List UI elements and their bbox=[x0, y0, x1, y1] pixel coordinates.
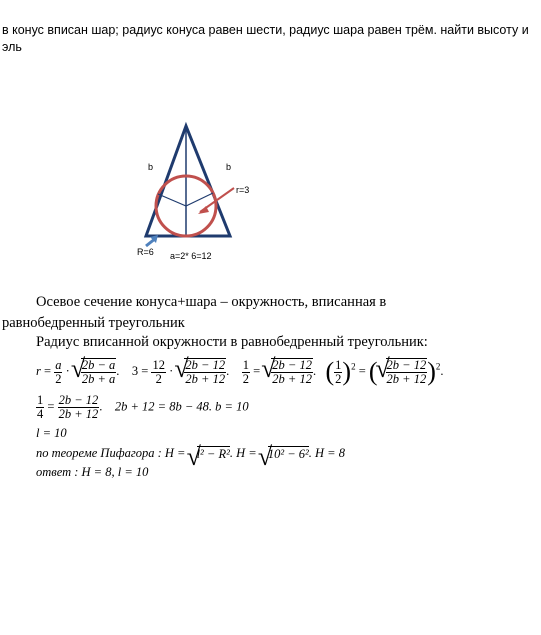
numerator: √ 2b − a bbox=[81, 358, 116, 372]
numerator: a bbox=[55, 357, 62, 372]
label-r: r=3 bbox=[236, 185, 250, 195]
denominator: 2b + a bbox=[81, 372, 116, 386]
sqrt-radical: √ l² − R² bbox=[189, 446, 230, 462]
answer-line: ответ : H = 8, l = 10 bbox=[36, 465, 149, 479]
numerator: √ 2b − 12 bbox=[272, 358, 312, 372]
label-R: R=6 bbox=[137, 247, 154, 257]
sqrt-radical: √ 10² − 6² bbox=[260, 446, 309, 462]
sqrt-radical bbox=[73, 358, 116, 386]
equals-sign: = bbox=[358, 363, 366, 378]
denominator: 2b + 12 bbox=[386, 372, 427, 386]
sqrt-radical bbox=[176, 358, 226, 386]
denominator: 2 bbox=[335, 371, 342, 386]
numerator: 12 bbox=[152, 357, 165, 372]
fraction-2b-12 bbox=[58, 394, 100, 421]
numerator: √ 2b − 12 bbox=[185, 358, 226, 372]
paragraph-isosceles: равнобедренный треугольник bbox=[2, 315, 185, 331]
radius-line-right bbox=[186, 193, 213, 206]
equals-sign: = bbox=[253, 363, 261, 378]
sqrt-radical bbox=[263, 358, 313, 386]
fraction-12-over-2 bbox=[151, 359, 166, 386]
denominator: 2 bbox=[55, 371, 62, 386]
fraction-1-over-2 bbox=[242, 359, 250, 386]
label-b-left: b bbox=[148, 162, 154, 172]
fraction-a-over-2 bbox=[54, 359, 62, 386]
question-text: в конус вписан шар; радиус конуса равен шести, радиус шара равен трём. найти высоту и эль bbox=[2, 23, 529, 54]
pythagoras-middle: . H = bbox=[229, 446, 260, 460]
denominator: 4 bbox=[37, 407, 44, 421]
denominator: 2 bbox=[242, 371, 249, 386]
paragraph-axial-section: Осевое сечение конуса+шара – окружность, вписанная в bbox=[36, 294, 387, 310]
label-b-right: b bbox=[226, 162, 232, 172]
formula-line-4 bbox=[36, 446, 345, 462]
equals-sign: = bbox=[44, 363, 52, 378]
numerator: √ 2b − 12 bbox=[386, 358, 427, 372]
radius-line-left bbox=[158, 194, 186, 206]
denominator: 2b + 12 bbox=[185, 372, 226, 386]
numerator: 1 bbox=[335, 357, 342, 372]
value-three: 3 bbox=[131, 363, 139, 378]
exponent: 2 bbox=[351, 361, 356, 372]
var-r: r bbox=[36, 363, 41, 378]
equals-sign: = bbox=[47, 399, 55, 414]
exponent: 2 bbox=[435, 361, 441, 372]
formula-line-2-rest: 2b + 12 = 8b − 48. b = 10 bbox=[114, 399, 249, 414]
numerator: 1 bbox=[242, 357, 249, 372]
formula-line-1: r = $\frac{a}{2}$ · √ $\frac{2b - a}{2b + a}$ . 3 = $\frac{12}{2}$ · √ $\frac{2b - 12}{2b + 12}$ . $\frac{1}{2}$ = √ $\frac{2b - 12}{2b + 12}$ . ( $\frac{1}{2}$ )$^2$ = ( √ $\frac{2b - 12}{2b + 12}$ )$^2$. bbox=[36, 357, 444, 387]
pythagoras-result: . H = 8 bbox=[308, 446, 345, 460]
pythagoras-prefix: по теореме Пифагора : H = bbox=[36, 446, 189, 460]
formula-line-2: $\frac{1}{4}$ = $\frac{2b - 12}{2b + 12}$ . 2b + 12 = 8b − 48. b = 10 bbox=[37, 393, 249, 421]
equals-sign: = bbox=[141, 363, 149, 378]
denominator: 2 bbox=[151, 372, 166, 386]
paragraph-inscribed-radius: Радиус вписанной окружности в равнобедренный треугольник: bbox=[36, 334, 428, 350]
fraction-1-over-4 bbox=[36, 394, 44, 421]
formula-line-3: l = 10 bbox=[36, 426, 67, 440]
numerator: 1 bbox=[37, 393, 44, 407]
cone-sphere-diagram bbox=[0, 0, 541, 290]
label-a: a=2* 6=12 bbox=[170, 251, 212, 261]
sqrt-radical bbox=[378, 358, 428, 386]
numerator: 2b − 12 bbox=[58, 393, 99, 407]
denominator: 2b + 12 bbox=[272, 372, 312, 386]
denominator: 2b + 12 bbox=[58, 407, 99, 421]
